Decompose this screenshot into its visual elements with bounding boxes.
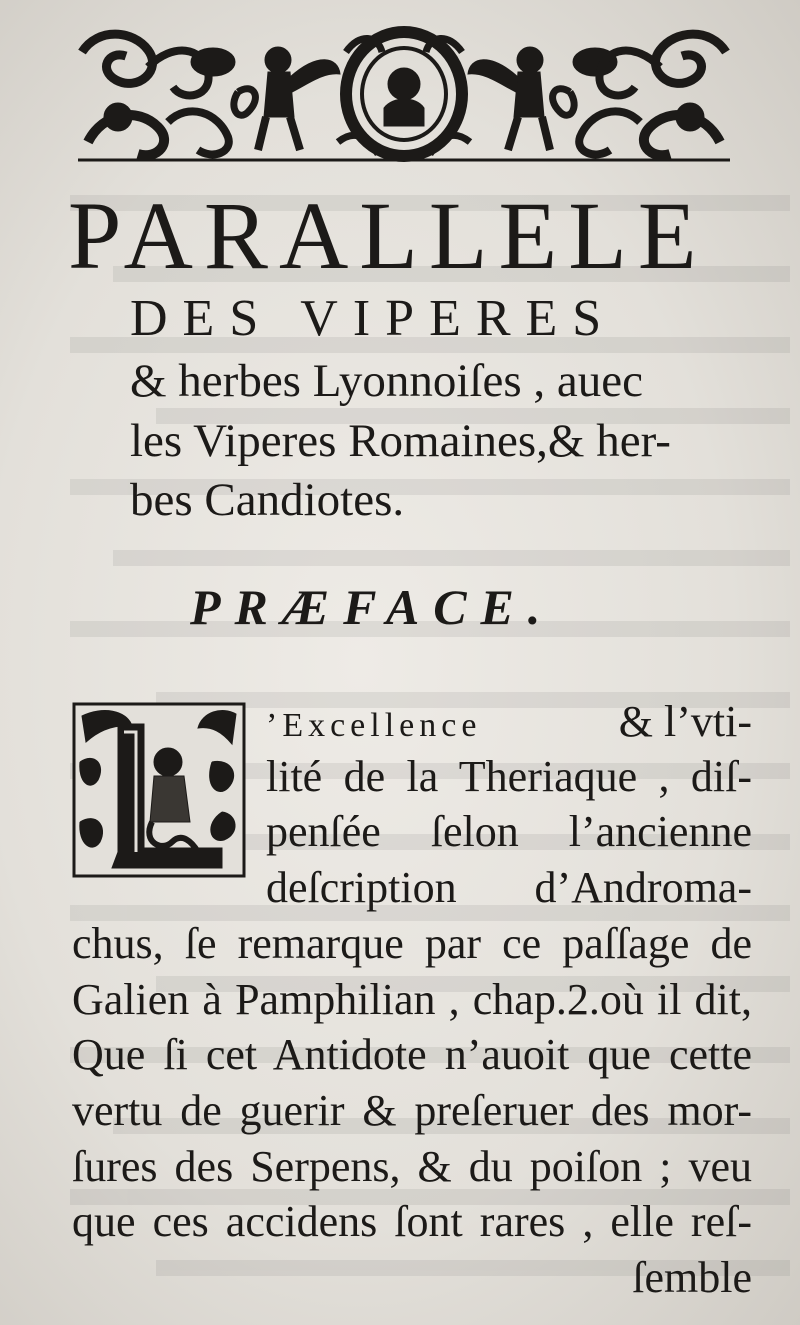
body-line-9: ſures des Serpens, & du poiſon ; veu <box>72 1142 752 1191</box>
body-line-2: lité de la Theriaque , diſ- <box>266 752 752 801</box>
body-line-5: chus, ſe remarque par ce paſſage de <box>72 919 752 968</box>
body-line-10: que ces accidens ſont rares , elle reſ- <box>72 1197 752 1246</box>
historiated-initial-l <box>72 702 246 878</box>
preface-heading: PRÆFACE. <box>190 579 555 635</box>
body-line-3: penſée ſelon l’ancienne <box>266 807 752 856</box>
title-line-5: bes Candiotes. <box>130 474 405 526</box>
body-line-8: vertu de guerir & preſeruer des mor- <box>72 1086 752 1135</box>
title-line-4: les Viperes Romaines,& her- <box>130 415 671 467</box>
body-line-4: deſcription d’Androma- <box>266 863 752 912</box>
title-line-3: & herbes Lyonnoiſes , auec <box>130 355 643 407</box>
body-line-6: Galien à Pamphilian , chap.2.où il dit, <box>72 975 752 1024</box>
ornamental-headpiece <box>78 22 730 164</box>
initial-word-rest: ’Excellence <box>266 707 482 744</box>
catchword: ſemble <box>632 1253 752 1302</box>
body-line-1-tail: & l’vti- <box>618 697 752 746</box>
title-parallele: PARALLELE <box>68 182 708 289</box>
title-des-viperes: DES VIPERES <box>130 290 617 347</box>
body-line-1 <box>266 697 752 746</box>
body-line-7: Que ſi cet Antidote n’auoit que cette <box>72 1030 752 1079</box>
